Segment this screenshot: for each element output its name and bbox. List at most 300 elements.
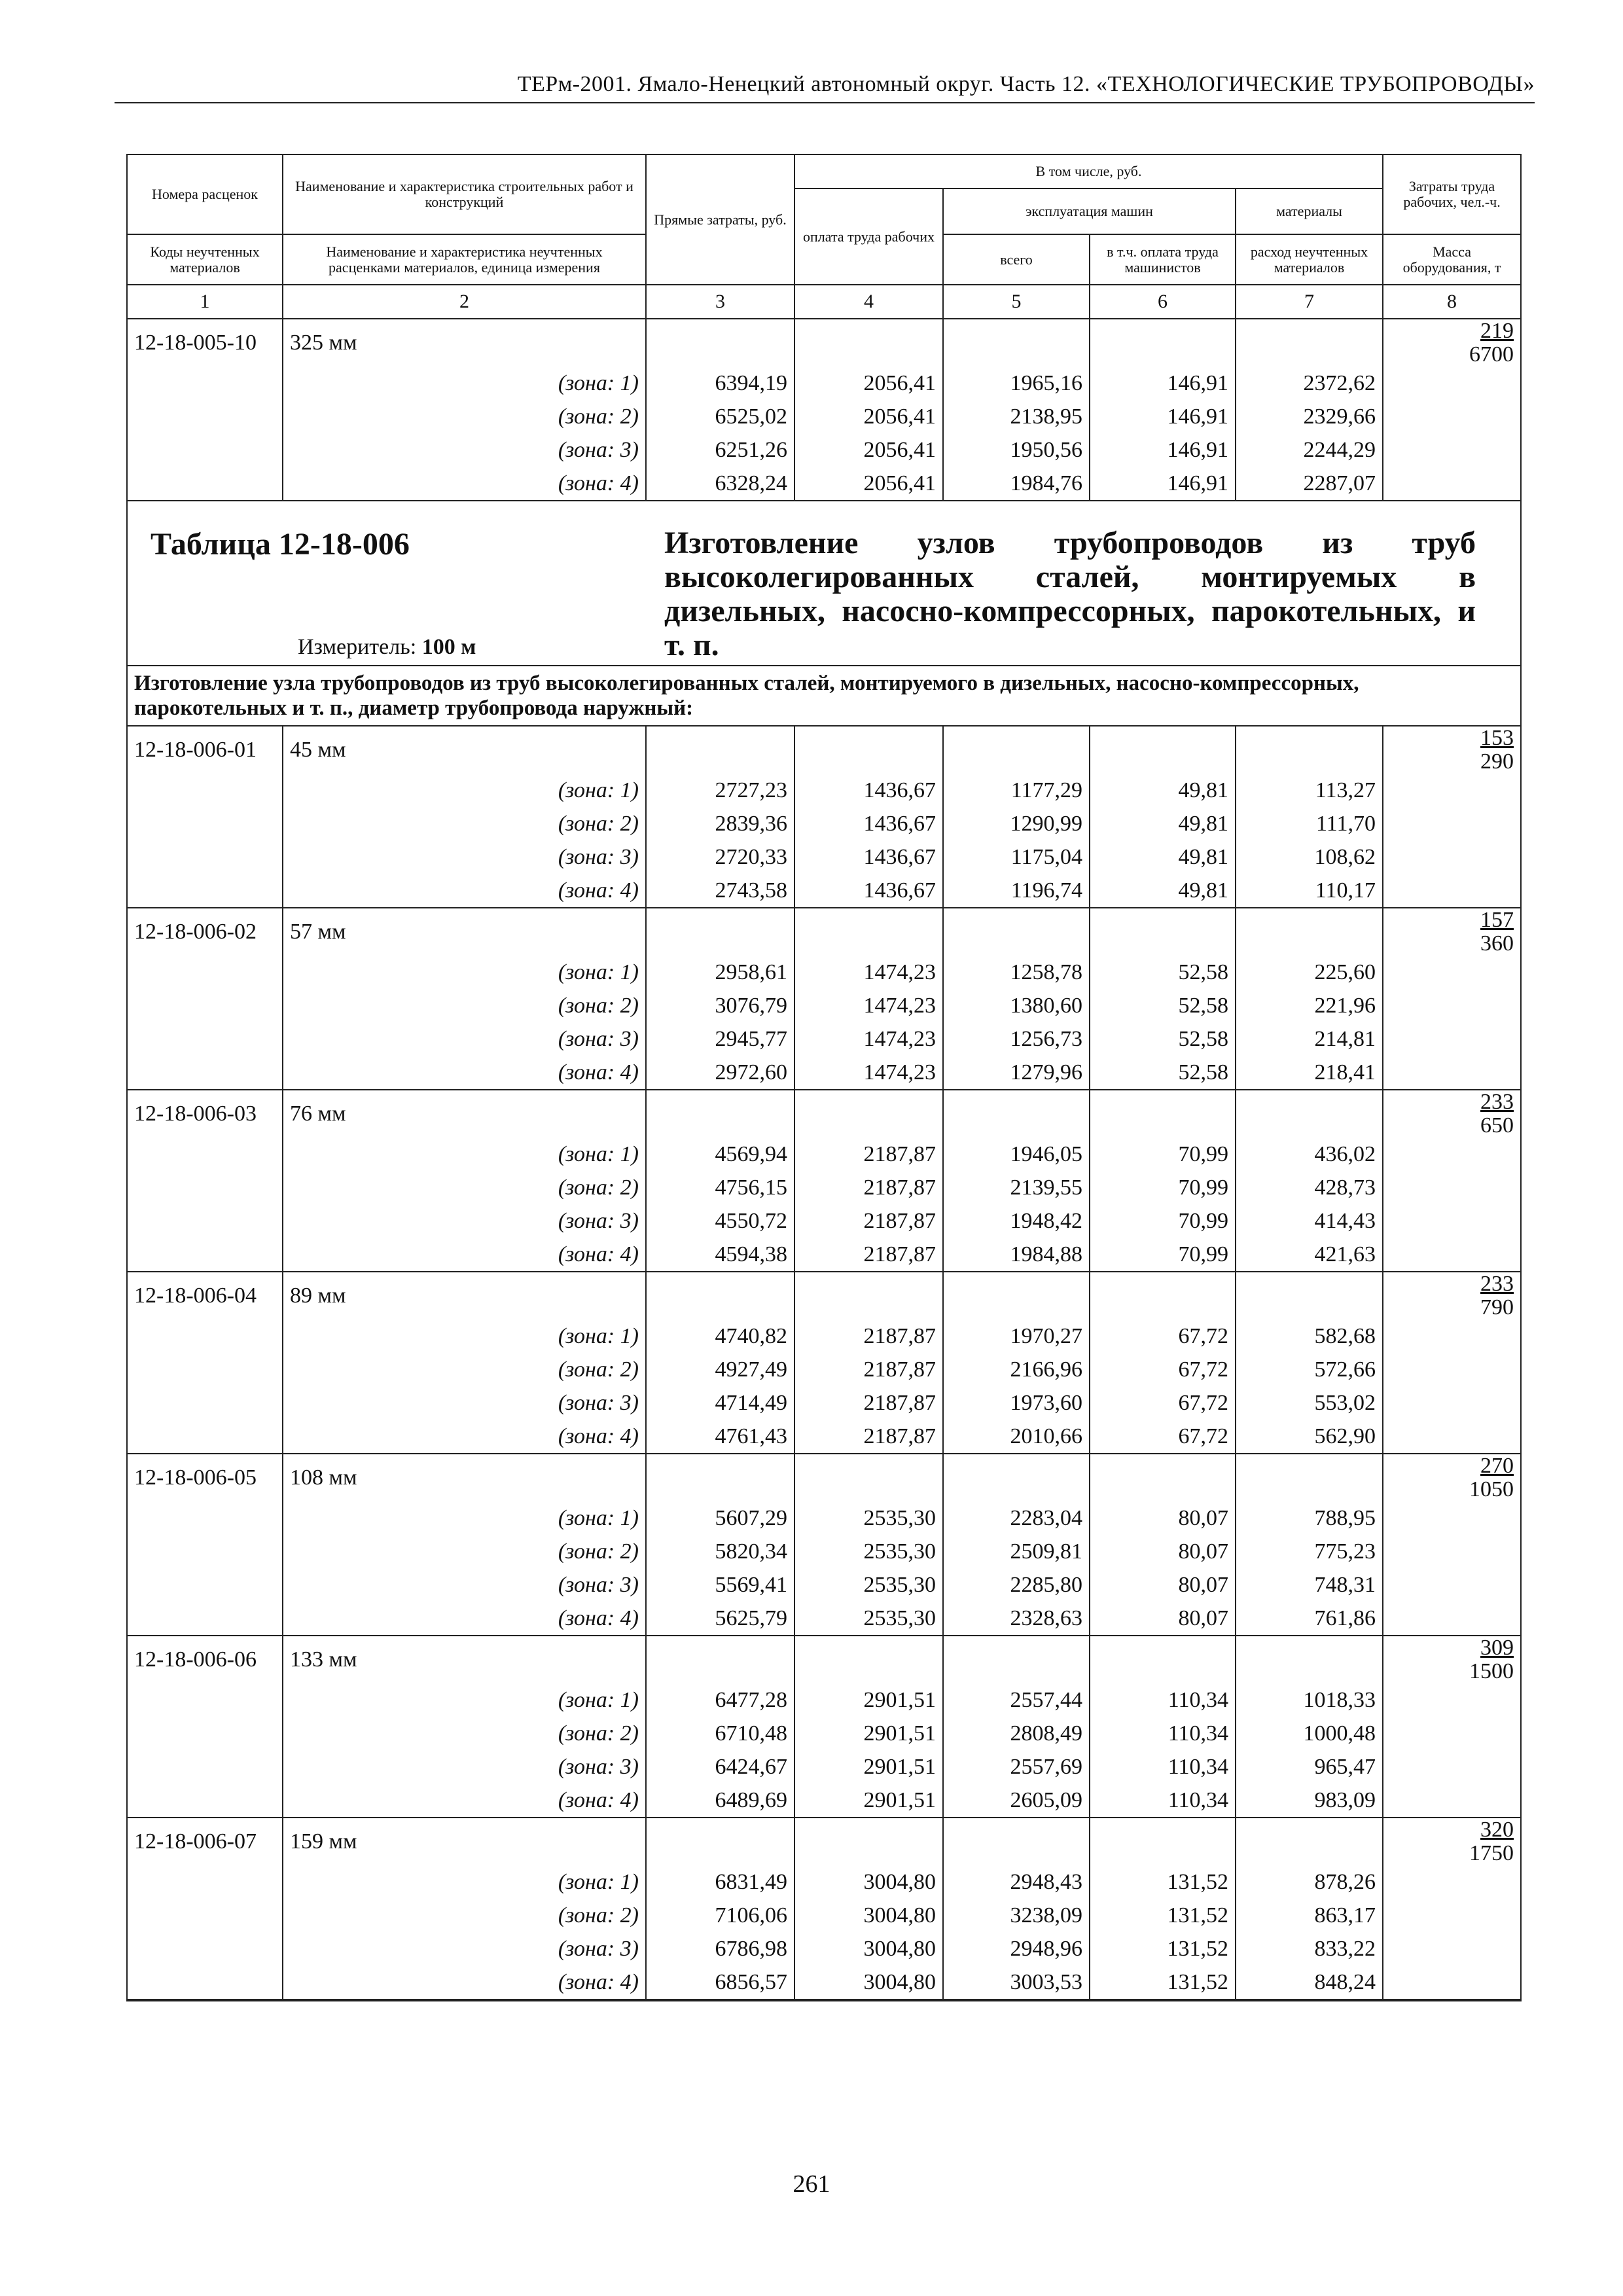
materials-cost: 1000,48 — [1236, 1717, 1383, 1750]
zone-label: (зона: 1) — [283, 1501, 646, 1535]
empty-cell — [646, 1818, 794, 1865]
rate-name: 45 мм — [283, 726, 646, 774]
column-numbers-row — [127, 285, 1521, 319]
col-machines-total-header: всего — [943, 234, 1090, 285]
empty-cell — [1383, 1238, 1521, 1272]
zone-row — [127, 1568, 1521, 1602]
empty-cell — [127, 433, 283, 467]
direct-cost: 4594,38 — [646, 1238, 794, 1272]
equipment-mass: 1050 — [1469, 1477, 1514, 1501]
machinist-wage: 110,34 — [1090, 1717, 1236, 1750]
empty-cell — [127, 1056, 283, 1090]
measure-unit — [298, 635, 476, 660]
zone-label: (зона: 1) — [283, 1138, 646, 1171]
materials-cost: 2287,07 — [1236, 467, 1383, 501]
empty-cell — [943, 319, 1090, 367]
empty-cell — [1236, 908, 1383, 956]
zone-label: (зона: 4) — [283, 1420, 646, 1454]
wage-cost: 2535,30 — [794, 1568, 943, 1602]
machines-cost: 2948,43 — [943, 1865, 1090, 1899]
machines-cost: 2509,81 — [943, 1535, 1090, 1568]
machinist-wage: 110,34 — [1090, 1784, 1236, 1818]
zone-row — [127, 1865, 1521, 1899]
empty-cell — [1090, 1454, 1236, 1501]
empty-cell — [1236, 1272, 1383, 1319]
labor-mass-cell — [1383, 319, 1521, 367]
zone-row — [127, 1204, 1521, 1238]
machinist-wage: 49,81 — [1090, 774, 1236, 807]
labor-mass-cell — [1383, 1818, 1521, 1865]
equipment-mass: 290 — [1480, 749, 1514, 774]
machines-cost: 2808,49 — [943, 1717, 1090, 1750]
machinist-wage: 70,99 — [1090, 1238, 1236, 1272]
empty-cell — [127, 1535, 283, 1568]
empty-cell — [646, 319, 794, 367]
machines-cost: 2138,95 — [943, 400, 1090, 433]
wage-cost: 2187,87 — [794, 1353, 943, 1386]
wage-cost: 2056,41 — [794, 467, 943, 501]
empty-cell — [127, 1353, 283, 1386]
materials-cost: 572,66 — [1236, 1353, 1383, 1386]
machinist-wage: 131,52 — [1090, 1865, 1236, 1899]
equipment-mass: 1750 — [1469, 1841, 1514, 1865]
empty-cell — [127, 1717, 283, 1750]
machinist-wage: 146,91 — [1090, 400, 1236, 433]
rate-name: 325 мм — [283, 319, 646, 367]
zone-label: (зона: 2) — [283, 989, 646, 1022]
wage-cost: 2535,30 — [794, 1501, 943, 1535]
machines-cost: 1950,56 — [943, 433, 1090, 467]
machinist-wage: 67,72 — [1090, 1319, 1236, 1353]
table-description: Изготовление узлов трубопроводов из труб высоколегированных сталей, монтируемых в дизельных, насосно-компрессорных, парокотельных, и т. п. — [664, 526, 1476, 662]
materials-cost: 761,86 — [1236, 1602, 1383, 1636]
empty-cell — [1383, 1501, 1521, 1535]
column-number: 2 — [283, 285, 646, 319]
direct-cost: 4761,43 — [646, 1420, 794, 1454]
machinist-wage: 52,58 — [1090, 1056, 1236, 1090]
machinist-wage: 131,52 — [1090, 1899, 1236, 1932]
wage-cost: 3004,80 — [794, 1932, 943, 1965]
direct-cost: 5625,79 — [646, 1602, 794, 1636]
empty-cell — [646, 1636, 794, 1683]
direct-cost: 2727,23 — [646, 774, 794, 807]
machines-header: эксплуатация машин — [943, 188, 1236, 234]
empty-cell — [1383, 400, 1521, 433]
machinist-wage: 80,07 — [1090, 1602, 1236, 1636]
empty-cell — [1090, 1090, 1236, 1138]
empty-cell — [1090, 908, 1236, 956]
direct-cost: 7106,06 — [646, 1899, 794, 1932]
machinist-wage: 70,99 — [1090, 1204, 1236, 1238]
zone-label: (зона: 2) — [283, 400, 646, 433]
empty-cell — [127, 1965, 283, 2000]
empty-cell — [127, 1501, 283, 1535]
zone-row — [127, 1319, 1521, 1353]
col-labor-header: Затраты труда рабочих, чел.-ч. — [1383, 154, 1521, 234]
rate-code-row — [127, 726, 1521, 774]
empty-cell — [127, 1683, 283, 1717]
zone-label: (зона: 1) — [283, 1683, 646, 1717]
machinist-wage: 49,81 — [1090, 840, 1236, 874]
materials-cost: 2372,62 — [1236, 367, 1383, 400]
labor-mass-cell — [1383, 1272, 1521, 1319]
machines-cost: 1196,74 — [943, 874, 1090, 908]
empty-cell — [1090, 1636, 1236, 1683]
empty-cell — [1383, 1138, 1521, 1171]
page-header: ТЕРм-2001. Ямало-Ненецкий автономный округ. Часть 12. «ТЕХНОЛОГИЧЕСКИЕ ТРУБОПРОВОДЫ» — [115, 72, 1535, 103]
zone-label: (зона: 3) — [283, 1750, 646, 1784]
labor-cost: 219 — [1480, 319, 1514, 343]
empty-cell — [127, 467, 283, 501]
empty-cell — [1383, 467, 1521, 501]
rate-code: 12-18-006-07 — [127, 1818, 283, 1865]
machinist-wage: 70,99 — [1090, 1138, 1236, 1171]
direct-cost: 3076,79 — [646, 989, 794, 1022]
section-title-row — [127, 501, 1521, 666]
empty-cell — [1383, 874, 1521, 908]
zone-row — [127, 1932, 1521, 1965]
wage-cost: 1436,67 — [794, 807, 943, 840]
zone-row — [127, 1022, 1521, 1056]
empty-cell — [1383, 840, 1521, 874]
machines-cost: 1290,99 — [943, 807, 1090, 840]
materials-cost: 113,27 — [1236, 774, 1383, 807]
rate-code: 12-18-006-01 — [127, 726, 283, 774]
zone-label: (зона: 1) — [283, 1865, 646, 1899]
direct-cost: 4714,49 — [646, 1386, 794, 1420]
zone-row — [127, 1602, 1521, 1636]
empty-cell — [1236, 726, 1383, 774]
machines-cost: 2285,80 — [943, 1568, 1090, 1602]
empty-cell — [1090, 319, 1236, 367]
wage-cost: 2056,41 — [794, 367, 943, 400]
empty-cell — [1383, 1965, 1521, 2000]
empty-cell — [127, 367, 283, 400]
zone-row — [127, 1750, 1521, 1784]
empty-cell — [1383, 1056, 1521, 1090]
direct-cost: 5607,29 — [646, 1501, 794, 1535]
zone-row — [127, 1683, 1521, 1717]
section-subtitle-row — [127, 666, 1521, 726]
wage-cost: 2187,87 — [794, 1420, 943, 1454]
direct-cost: 6251,26 — [646, 433, 794, 467]
wage-cost: 2187,87 — [794, 1204, 943, 1238]
empty-cell — [127, 1784, 283, 1818]
direct-cost: 2720,33 — [646, 840, 794, 874]
direct-cost: 6424,67 — [646, 1750, 794, 1784]
wage-cost: 2901,51 — [794, 1750, 943, 1784]
empty-cell — [1383, 1420, 1521, 1454]
machines-cost: 2557,44 — [943, 1683, 1090, 1717]
empty-cell — [1383, 956, 1521, 989]
wage-cost: 2056,41 — [794, 433, 943, 467]
zone-label: (зона: 1) — [283, 1319, 646, 1353]
zone-row — [127, 1717, 1521, 1750]
machines-cost: 3003,53 — [943, 1965, 1090, 2000]
zone-label: (зона: 1) — [283, 367, 646, 400]
empty-cell — [127, 956, 283, 989]
empty-cell — [1236, 1454, 1383, 1501]
col-work-name-header: Наименование и характеристика строительных работ и конструкций — [283, 154, 646, 234]
machinist-wage: 52,58 — [1090, 1022, 1236, 1056]
machinist-wage: 52,58 — [1090, 989, 1236, 1022]
empty-cell — [1236, 319, 1383, 367]
empty-cell — [1383, 1568, 1521, 1602]
empty-cell — [1383, 774, 1521, 807]
empty-cell — [1383, 1932, 1521, 1965]
rate-name: 89 мм — [283, 1272, 646, 1319]
rate-code-row — [127, 1090, 1521, 1138]
zone-row — [127, 467, 1521, 501]
measure-unit-label: Измеритель: — [298, 635, 417, 659]
zone-label: (зона: 3) — [283, 1932, 646, 1965]
direct-cost: 5820,34 — [646, 1535, 794, 1568]
empty-cell — [1383, 1535, 1521, 1568]
empty-cell — [127, 989, 283, 1022]
direct-cost: 6477,28 — [646, 1683, 794, 1717]
equipment-mass: 650 — [1480, 1113, 1514, 1138]
items-body — [127, 726, 1521, 2000]
zone-label: (зона: 4) — [283, 1965, 646, 2000]
empty-cell — [1090, 1272, 1236, 1319]
zone-label: (зона: 4) — [283, 874, 646, 908]
labor-cost: 157 — [1480, 908, 1514, 932]
materials-header: материалы — [1236, 188, 1383, 234]
machinist-wage: 110,34 — [1090, 1750, 1236, 1784]
wage-cost: 3004,80 — [794, 1865, 943, 1899]
materials-cost: 108,62 — [1236, 840, 1383, 874]
wage-cost: 1436,67 — [794, 840, 943, 874]
empty-cell — [1383, 1319, 1521, 1353]
zone-row — [127, 1501, 1521, 1535]
empty-cell — [127, 1602, 283, 1636]
materials-cost: 436,02 — [1236, 1138, 1383, 1171]
zone-row — [127, 874, 1521, 908]
machines-cost: 1965,16 — [943, 367, 1090, 400]
labor-cost: 320 — [1480, 1818, 1514, 1842]
zone-label: (зона: 3) — [283, 1022, 646, 1056]
direct-cost: 4756,15 — [646, 1171, 794, 1204]
col-material-name-header: Наименование и характеристика неучтенных расценками материалов, единица измерения — [283, 234, 646, 285]
wage-cost: 2187,87 — [794, 1319, 943, 1353]
wage-cost: 2056,41 — [794, 400, 943, 433]
empty-cell — [127, 1319, 283, 1353]
machines-cost: 1946,05 — [943, 1138, 1090, 1171]
wage-cost: 2901,51 — [794, 1683, 943, 1717]
empty-cell — [127, 1899, 283, 1932]
direct-cost: 6710,48 — [646, 1717, 794, 1750]
zone-row — [127, 400, 1521, 433]
empty-cell — [1383, 989, 1521, 1022]
rate-code: 12-18-006-04 — [127, 1272, 283, 1319]
materials-cost: 414,43 — [1236, 1204, 1383, 1238]
machines-cost: 1984,88 — [943, 1238, 1090, 1272]
direct-cost: 6394,19 — [646, 367, 794, 400]
machinist-wage: 67,72 — [1090, 1386, 1236, 1420]
direct-cost: 2945,77 — [646, 1022, 794, 1056]
wage-cost: 3004,80 — [794, 1965, 943, 2000]
wage-cost: 2535,30 — [794, 1535, 943, 1568]
machinist-wage: 70,99 — [1090, 1171, 1236, 1204]
labor-cost: 309 — [1480, 1636, 1514, 1660]
materials-cost: 878,26 — [1236, 1865, 1383, 1899]
machinist-wage: 131,52 — [1090, 1932, 1236, 1965]
materials-cost: 848,24 — [1236, 1965, 1383, 2000]
empty-cell — [794, 319, 943, 367]
empty-cell — [1383, 1022, 1521, 1056]
machines-cost: 2557,69 — [943, 1750, 1090, 1784]
rate-name: 57 мм — [283, 908, 646, 956]
empty-cell — [1090, 726, 1236, 774]
machinist-wage: 110,34 — [1090, 1683, 1236, 1717]
zone-row — [127, 1784, 1521, 1818]
column-number: 8 — [1383, 285, 1521, 319]
wage-cost: 1474,23 — [794, 989, 943, 1022]
machinist-wage: 146,91 — [1090, 433, 1236, 467]
labor-cost: 233 — [1480, 1090, 1514, 1114]
materials-cost: 2329,66 — [1236, 400, 1383, 433]
empty-cell — [943, 726, 1090, 774]
zone-label: (зона: 2) — [283, 1171, 646, 1204]
materials-cost: 1018,33 — [1236, 1683, 1383, 1717]
direct-cost: 2839,36 — [646, 807, 794, 840]
empty-cell — [127, 840, 283, 874]
materials-cost: 983,09 — [1236, 1784, 1383, 1818]
zone-label: (зона: 2) — [283, 1353, 646, 1386]
materials-cost: 788,95 — [1236, 1501, 1383, 1535]
rate-code: 12-18-006-06 — [127, 1636, 283, 1683]
labor-cost: 233 — [1480, 1272, 1514, 1296]
direct-cost: 4740,82 — [646, 1319, 794, 1353]
empty-cell — [1383, 1171, 1521, 1204]
zone-label: (зона: 3) — [283, 1568, 646, 1602]
zone-label: (зона: 3) — [283, 433, 646, 467]
direct-cost: 6328,24 — [646, 467, 794, 501]
machines-cost: 2010,66 — [943, 1420, 1090, 1454]
wage-cost: 1474,23 — [794, 956, 943, 989]
empty-cell — [1383, 807, 1521, 840]
machines-cost: 2328,63 — [943, 1602, 1090, 1636]
empty-cell — [127, 1204, 283, 1238]
labor-mass-cell — [1383, 908, 1521, 956]
machines-cost: 2139,55 — [943, 1171, 1090, 1204]
machines-cost: 1256,73 — [943, 1022, 1090, 1056]
rate-code-row — [127, 908, 1521, 956]
empty-cell — [127, 1022, 283, 1056]
wage-cost: 2901,51 — [794, 1784, 943, 1818]
empty-cell — [794, 1454, 943, 1501]
empty-cell — [794, 726, 943, 774]
equipment-mass: 6700 — [1469, 342, 1514, 367]
direct-cost: 4569,94 — [646, 1138, 794, 1171]
column-number: 4 — [794, 285, 943, 319]
empty-cell — [794, 1272, 943, 1319]
materials-cost: 863,17 — [1236, 1899, 1383, 1932]
zone-row — [127, 1386, 1521, 1420]
empty-cell — [794, 1636, 943, 1683]
equipment-mass: 1500 — [1469, 1659, 1514, 1683]
empty-cell — [127, 1386, 283, 1420]
rate-code: 12-18-005-10 — [127, 319, 283, 367]
direct-cost: 6786,98 — [646, 1932, 794, 1965]
equipment-mass: 790 — [1480, 1295, 1514, 1319]
machines-cost: 1970,27 — [943, 1319, 1090, 1353]
in-total-header: В том числе, руб. — [794, 154, 1383, 188]
machines-cost: 1279,96 — [943, 1056, 1090, 1090]
empty-cell — [127, 1750, 283, 1784]
prev-item-body — [127, 285, 1521, 501]
materials-cost: 221,96 — [1236, 989, 1383, 1022]
direct-cost: 6525,02 — [646, 400, 794, 433]
machinist-wage: 80,07 — [1090, 1535, 1236, 1568]
zone-label: (зона: 4) — [283, 1602, 646, 1636]
machines-cost: 2948,96 — [943, 1932, 1090, 1965]
materials-cost: 553,02 — [1236, 1386, 1383, 1420]
empty-cell — [646, 908, 794, 956]
direct-cost: 4550,72 — [646, 1204, 794, 1238]
machinist-wage: 146,91 — [1090, 467, 1236, 501]
rate-name: 159 мм — [283, 1818, 646, 1865]
wage-cost: 3004,80 — [794, 1899, 943, 1932]
zone-label: (зона: 1) — [283, 956, 646, 989]
empty-cell — [1383, 433, 1521, 467]
empty-cell — [127, 1568, 283, 1602]
zone-label: (зона: 3) — [283, 1386, 646, 1420]
rate-name: 76 мм — [283, 1090, 646, 1138]
machinist-wage: 67,72 — [1090, 1353, 1236, 1386]
zone-row — [127, 956, 1521, 989]
labor-cost: 270 — [1480, 1454, 1514, 1478]
column-number: 7 — [1236, 285, 1383, 319]
zone-label: (зона: 2) — [283, 1899, 646, 1932]
empty-cell — [127, 1238, 283, 1272]
machines-cost: 1177,29 — [943, 774, 1090, 807]
zone-label: (зона: 3) — [283, 840, 646, 874]
machines-cost: 1380,60 — [943, 989, 1090, 1022]
machinist-wage: 146,91 — [1090, 367, 1236, 400]
zone-row — [127, 1138, 1521, 1171]
machinist-wage: 131,52 — [1090, 1965, 1236, 2000]
empty-cell — [127, 1420, 283, 1454]
materials-cost: 965,47 — [1236, 1750, 1383, 1784]
zone-row — [127, 1353, 1521, 1386]
materials-cost: 421,63 — [1236, 1238, 1383, 1272]
empty-cell — [943, 1454, 1090, 1501]
empty-cell — [127, 1865, 283, 1899]
materials-cost: 218,41 — [1236, 1056, 1383, 1090]
empty-cell — [1090, 1818, 1236, 1865]
empty-cell — [943, 1636, 1090, 1683]
empty-cell — [646, 726, 794, 774]
rate-code: 12-18-006-02 — [127, 908, 283, 956]
empty-cell — [1383, 1717, 1521, 1750]
machines-cost: 1973,60 — [943, 1386, 1090, 1420]
zone-label: (зона: 1) — [283, 774, 646, 807]
wage-cost: 2187,87 — [794, 1238, 943, 1272]
machinist-wage: 49,81 — [1090, 807, 1236, 840]
rate-code-row — [127, 319, 1521, 367]
zone-row — [127, 774, 1521, 807]
empty-cell — [794, 1090, 943, 1138]
empty-cell — [1236, 1818, 1383, 1865]
materials-cost: 110,17 — [1236, 874, 1383, 908]
empty-cell — [646, 1454, 794, 1501]
materials-cost: 428,73 — [1236, 1171, 1383, 1204]
table-number: Таблица 12-18-006 — [151, 527, 410, 562]
labor-mass-cell — [1383, 1454, 1521, 1501]
materials-cost: 562,90 — [1236, 1420, 1383, 1454]
materials-cost: 225,60 — [1236, 956, 1383, 989]
